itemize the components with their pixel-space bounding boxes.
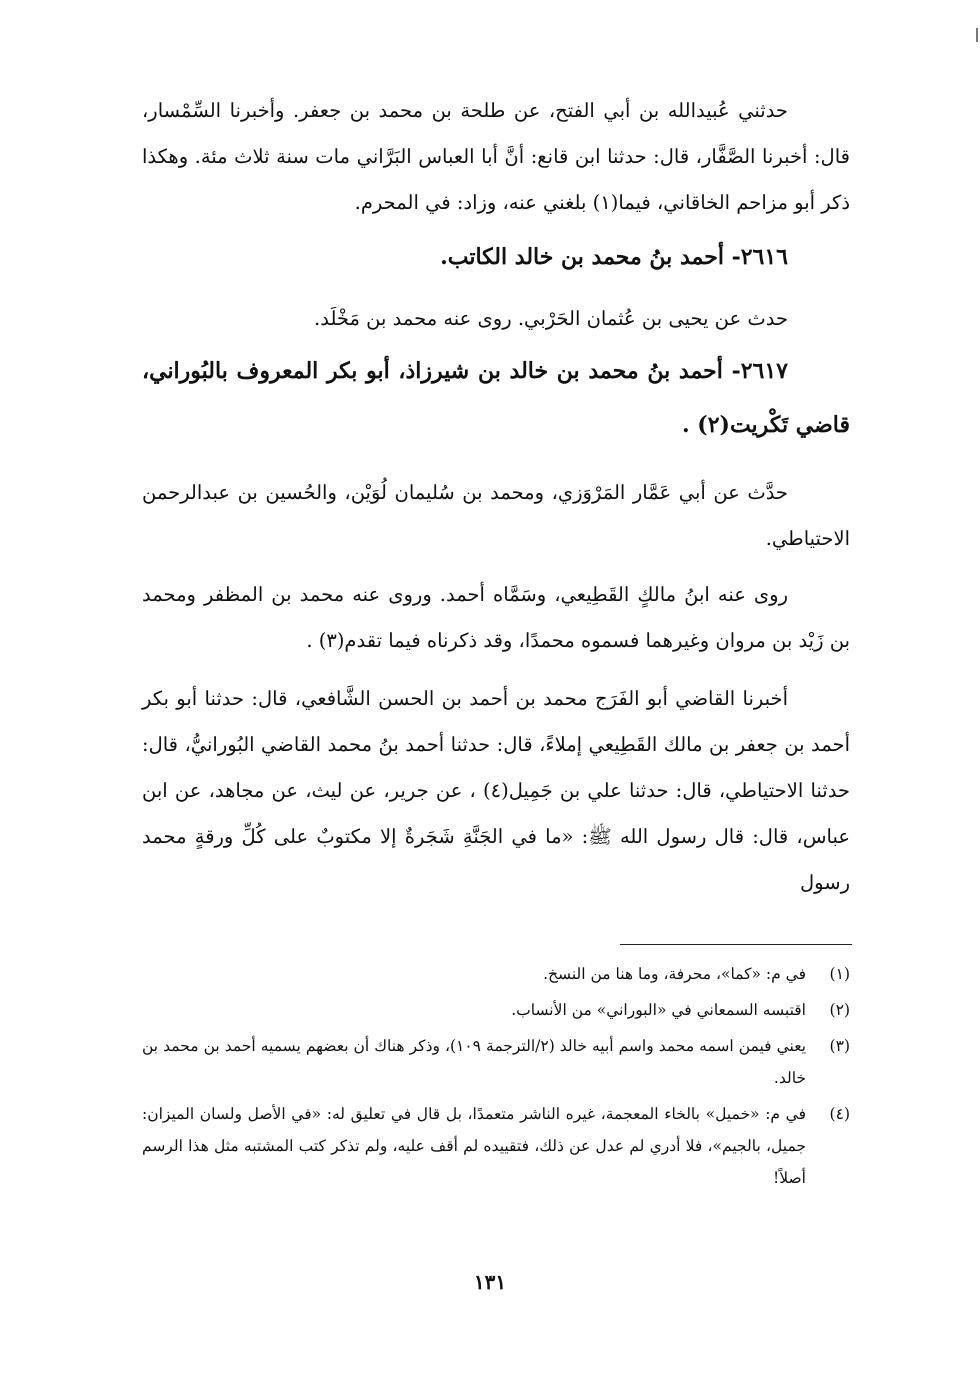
paragraph-2616-narration: حدث عن يحيى بن عُثمان الحَرْبي. روى عنه محمد بن مَخْلَد. — [314, 307, 788, 330]
footnote-text: يعني فيمن اسمه محمد واسم أبيه خالد (٢/الترجمة ١٠٩)، وذكر هناك أن بعضهم يسميه أحمد بن محمد بن خالد. — [142, 1037, 806, 1087]
paragraph-2617-narration: حدَّث عن أبي عَمَّار المَرْوَزي، ومحمد بن سُليمان لُوَيْن، والحُسين بن عبدالرحمن الاحتياطي. — [142, 481, 850, 550]
footnotes — [142, 958, 850, 1198]
page-number: ١٣١ — [473, 1270, 507, 1294]
entry-heading-2616: ٢٦١٦- أحمد بنُ محمد بن خالد الكاتب. — [440, 244, 788, 270]
scan-edge-mark — [976, 28, 978, 42]
entry-heading-2617: ٢٦١٧- أحمد بنُ محمد بن خالد بن شيرزاذ، أبو بكر المعروف بالبُوراني، قاضي تَكْريت(٢) . — [142, 358, 850, 438]
paragraph-2617-transmitters: روى عنه ابنُ مالكٍ القَطِيعي، وسَمَّاه أحمد. وروى عنه محمد بن المظفر ومحمد بن زَيْد بن مروان وغيرهما فسموه محمدًا، وقد ذكرناه فيما تقدم(٣) . — [142, 583, 850, 652]
footnote-separator — [620, 944, 852, 945]
footnote-text: في م: «خميل» بالخاء المعجمة، غيره الناشر متعمدًا، بل قال في تعليق له: «في الأصل ولسان الميزان: جميل، بالجيم»، فلا أدري لم عدل عن ذلك، فتقييده لم أقف عليه، ولم تذكر كتب المشتبه مثل هذا الرسم أصلاً! — [142, 1105, 806, 1187]
paragraph-continuation: حدثني عُبيدالله بن أبي الفتح، عن طلحة بن محمد بن جعفر. وأخبرنا السِّمْسار، قال: أخبرنا الصَّفَّار، قال: حدثنا ابن قانع: أنَّ أبا العباس البَرَّاني مات سنة ثلاث مئة. وهكذا ذكر أبو مزاحم الخاقاني، فيما(١) بلغني عنه، وزاد: في المحرم. — [142, 99, 850, 214]
body-text — [142, 88, 850, 906]
footnote-4 — [142, 1098, 850, 1194]
footnote-3 — [142, 1030, 850, 1094]
footnote-2 — [142, 994, 850, 1026]
footnote-text: اقتبسه السمعاني في «البوراني» من الأنساب. — [511, 1001, 806, 1019]
footnote-text: في م: «كما»، محرفة، وما هنا من النسخ. — [543, 965, 806, 983]
footnote-number: (١) — [829, 965, 850, 983]
footnote-number: (٤) — [829, 1105, 850, 1123]
footnote-number: (٣) — [829, 1037, 850, 1055]
paragraph-2617-hadith: أخبرنا القاضي أبو الفَرَج محمد بن أحمد بن الحسن الشَّافعي، قال: حدثنا أبو بكر أحمد بن جعفر بن مالك القَطِيعي إملاءً، قال: حدثنا أحمد بنُ محمد القاضي البُورانيُّ، قال: حدثنا الاحتياطي، قال: حدثنا علي بن جَمِيل(٤) ، عن جرير، عن ليث، عن مجاهد، عن ابن عباس، قال: قال رسول الله ﷺ: «ما في الجَنَّةِ شَجَرةٌ إلا مكتوبٌ على كُلِّ ورقةٍ محمد رسول — [142, 687, 850, 894]
footnote-number: (٢) — [829, 1001, 850, 1019]
footnote-1 — [142, 958, 850, 990]
